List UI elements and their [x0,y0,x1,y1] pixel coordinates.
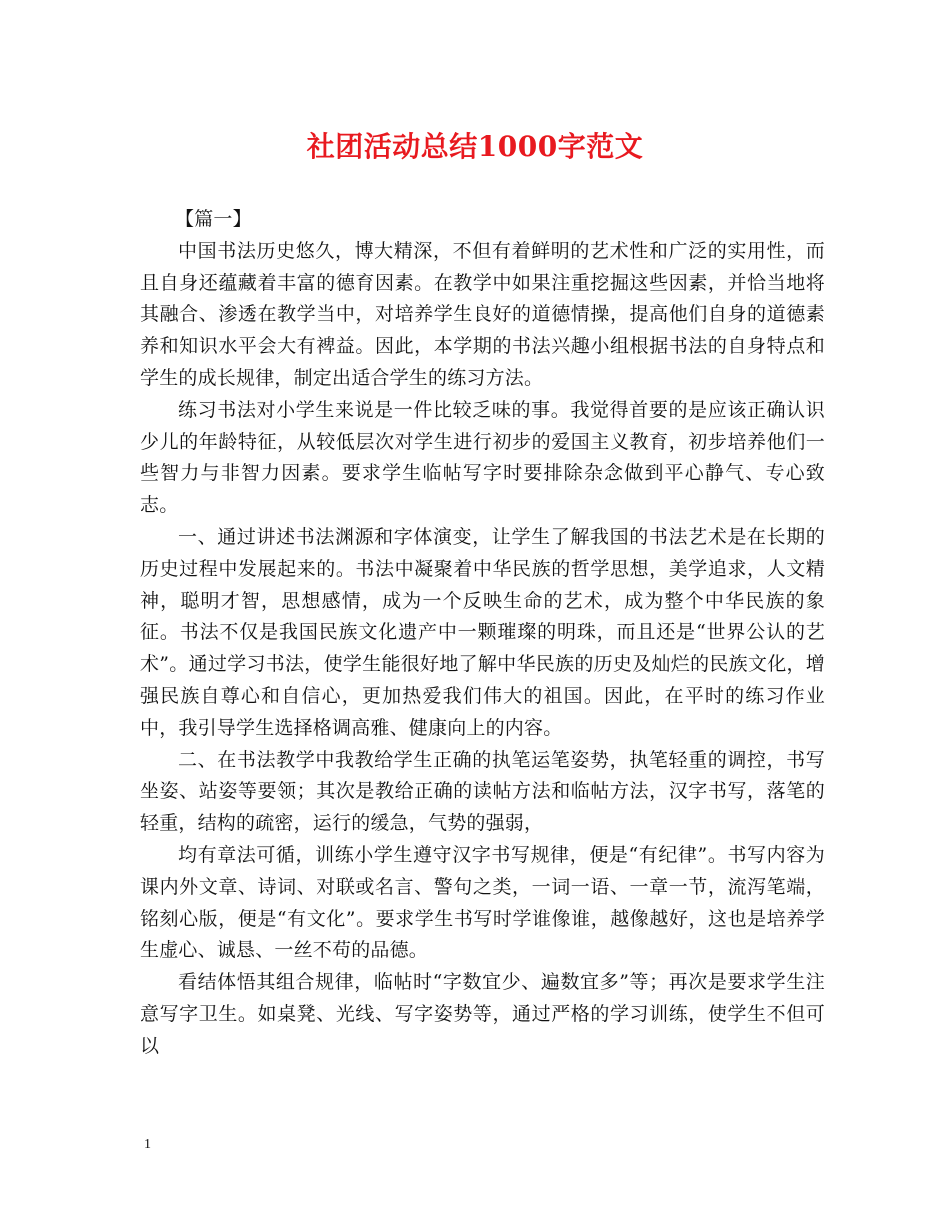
page-number: 1 [144,1137,151,1152]
paragraph-6: 看结体悟其组合规律，临帖时“字数宜少、遍数宜多”等；再次是要求学生注意写字卫生。如桌凳、光线、写字姿势等，通过严格的学习训练，使学生不但可以 [140,971,825,1057]
paragraph-1: 中国书法历史悠久，博大精深，不但有着鲜明的艺术性和广泛的实用性，而且自身还蕴藏着丰富的德育因素。在教学中如果注重挖掘这些因素，并恰当地将其融合、渗透在教学当中，对培养学生良好的道德情操，提高他们自身的道德素养和知识水平会大有裨益。因此，本学期的书法兴趣小组根据书法的自身特点和学生的成长规律，制定出适合学生的练习方法。 [140,239,825,389]
paragraph-5: 均有章法可循，训练小学生遵守汉字书写规律，便是“有纪律”。书写内容为课内外文章、诗词、对联或名言、警句之类，一词一语、一章一节，流泻笔端，铭刻心版，便是“有文化”。要求学生书写时学谁像谁，越像越好，这也是培养学生虚心、诚恳、一丝不苟的品德。 [140,843,825,962]
document-body [140,204,825,1063]
section-heading: 【篇一】 [175,208,252,230]
paragraph-2: 练习书法对小学生来说是一件比较乏味的事。我觉得首要的是应该正确认识少儿的年龄特征，从较低层次对学生进行初步的爱国主义教育，初步培养他们一些智力与非智力因素。要求学生临帖写字时要排除杂念做到平心静气、专心致志。 [140,398,825,517]
paragraph-4: 二、在书法教学中我教给学生正确的执笔运笔姿势，执笔轻重的调控，书写坐姿、站姿等要领；其次是教给正确的读帖方法和临帖方法，汉字书写，落笔的轻重，结构的疏密，运行的缓急，气势的强弱， [140,748,825,835]
paragraph-3: 一、通过讲述书法渊源和字体演变，让学生了解我国的书法艺术是在长期的历史过程中发展起来的。书法中凝聚着中华民族的哲学思想，美学追求，人文精神，聪明才智，思想感情，成为一个反映生命的艺术，成为整个中华民族的象征。书法不仅是我国民族文化遗产中一颗璀璨的明珠，而且还是“世界公认的艺术”。通过学习书法，使学生能很好地了解中华民族的历史及灿烂的民族文化，增强民族自尊心和自信心，更加热爱我们伟大的祖国。因此，在平时的练习作业中，我引导学生选择格调高雅、健康向上的内容。 [140,525,825,739]
document-title: 社团活动总结1000字范文 [306,130,644,163]
